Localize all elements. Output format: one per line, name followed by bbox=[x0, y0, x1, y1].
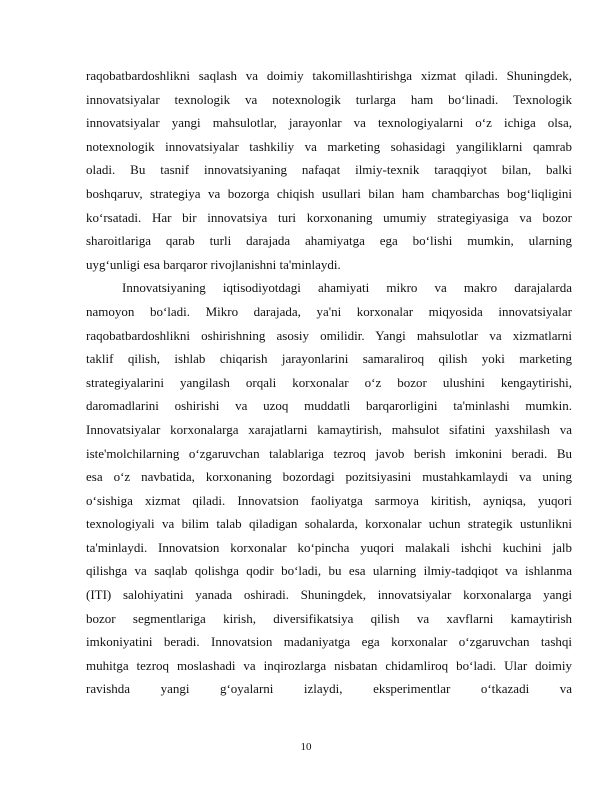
text-line: imkoniyatini beradi. Innovatsion madaniyatga ega korxonalar oʻzgaruvchan tashqi bbox=[86, 634, 572, 650]
text-line: namoyon boʻladi. Mikro darajada, ya'ni korxonalar miqyosida innovatsiyalar bbox=[86, 303, 572, 319]
text-line: sharoitlariga qarab turli darajada ahamiyatga ega boʻlishi mumkin, ularning bbox=[86, 233, 572, 249]
paragraph-2 bbox=[86, 276, 572, 701]
text-line: taklif qilish, ishlab chiqarish jarayonlarini samaraliroq qilish yoki marketing bbox=[86, 351, 572, 367]
text-line: qilishga va saqlab qolishga qodir boʻladi, bu esa ularning ilmiy-tadqiqot va ishlanma bbox=[86, 563, 572, 579]
text-line: innovatsiyalar texnologik va notexnologik turlarga ham boʻlinadi. Texnologik bbox=[86, 91, 572, 107]
paragraph-1 bbox=[86, 64, 572, 276]
text-line: ta'minlaydi. Innovatsion korxonalar koʻpincha yuqori malakali ishchi kuchini jalb bbox=[86, 539, 572, 555]
text-line: strategiyalarini yangilash orqali korxonalar oʻz bozor ulushini kengaytirishi, bbox=[86, 374, 572, 390]
text-line: muhitga tezroq moslashadi va inqirozlarga nisbatan chidamliroq boʻladi. Ular doimiy bbox=[86, 657, 572, 673]
text-line: oladi. Bu tasnif innovatsiyaning nafaqat ilmiy-texnik taraqqiyot bilan, balki bbox=[86, 162, 572, 178]
text-line: notexnologik innovatsiyalar tashkiliy va marketing sohasidagi yangiliklarni qamrab bbox=[86, 138, 572, 154]
text-line: esa oʻz navbatida, korxonaning bozordagi pozitsiyasini mustahkamlaydi va uning bbox=[86, 469, 572, 485]
text-line: bozor segmentlariga kirish, diversifikatsiya qilish va xavflarni kamaytirish bbox=[86, 610, 572, 626]
page-number: 10 bbox=[300, 741, 312, 753]
text-line: iste'molchilarning oʻzgaruvchan talablariga tezroq javob berish imkonini beradi. Bu bbox=[86, 445, 572, 461]
text-line: uygʻunligi esa barqaror rivojlanishni ta'minlaydi. bbox=[86, 256, 341, 272]
text-line: (ITI) salohiyatini yanada oshiradi. Shuningdek, innovatsiyalar korxonalarga yangi bbox=[86, 587, 572, 603]
text-line: raqobatbardoshlikni oshirishning asosiy omilidir. Yangi mahsulotlar va xizmatlarni bbox=[86, 327, 572, 343]
text-line: Innovatsiyalar korxonalarga xarajatlarni kamaytirish, mahsulot sifatini yaxshilash va bbox=[86, 421, 572, 437]
text-line: innovatsiyalar yangi mahsulotlar, jarayonlar va texnologiyalarni oʻz ichiga olsa, bbox=[86, 115, 572, 131]
document-body bbox=[86, 64, 572, 701]
text-line: oʻsishiga xizmat qiladi. Innovatsion faoliyatga sarmoya kiritish, ayniqsa, yuqori bbox=[86, 492, 572, 508]
text-line: texnologiyali va bilim talab qiladigan sohalarda, korxonalar uchun strategik ustunlikni bbox=[86, 516, 572, 532]
text-line: koʻrsatadi. Har bir innovatsiya turi korxonaning umumiy strategiyasiga va bozor bbox=[86, 209, 572, 225]
text-line: raqobatbardoshlikni saqlash va doimiy takomillashtirishga xizmat qiladi. Shuningdek, bbox=[86, 68, 572, 83]
text-line: daromadlarini oshirishi va uzoq muddatli barqarorligini ta'minlashi mumkin. bbox=[86, 398, 572, 414]
text-line: boshqaruv, strategiya va bozorga chiqish usullari bilan ham chambarchas bogʻliqligini bbox=[86, 185, 572, 201]
text-line: ravishda yangi gʻoyalarni izlaydi, eksperimentlar oʻtkazadi va bbox=[86, 681, 572, 697]
text-line: Innovatsiyaning iqtisodiyotdagi ahamiyati mikro va makro darajalarda bbox=[122, 280, 572, 296]
